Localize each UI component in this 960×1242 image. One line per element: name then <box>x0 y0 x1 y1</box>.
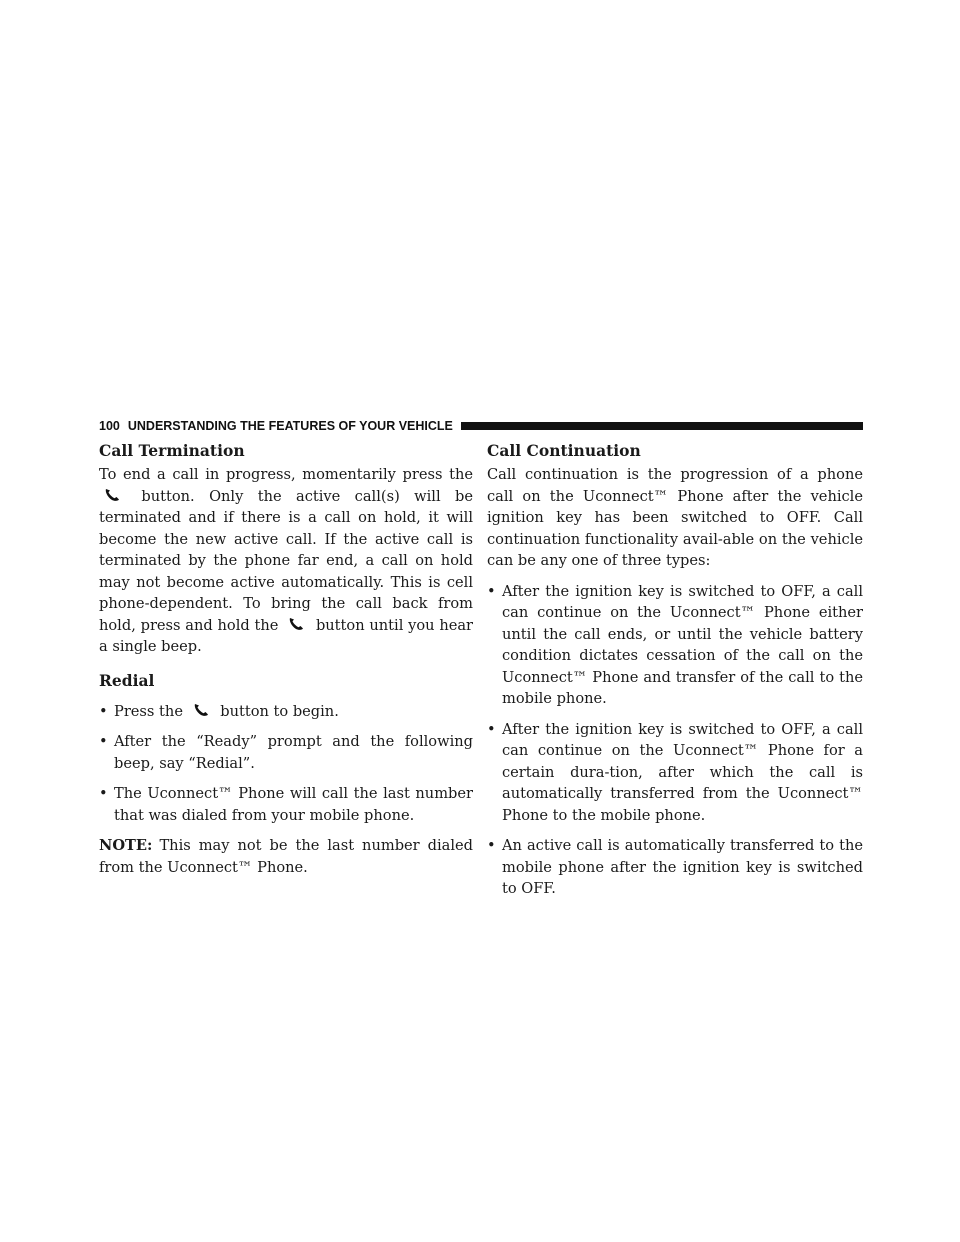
redial-item-2: After the “Ready” prompt and the following beep, say “Redial”. <box>114 733 473 772</box>
phone-icon <box>192 703 212 717</box>
list-item <box>487 719 863 827</box>
chapter-title: UNDERSTANDING THE FEATURES OF YOUR VEHICLE <box>127 419 453 433</box>
redial-item-3: The Uconnect™ Phone will call the last number that was dialed from your mobile phone. <box>114 785 473 824</box>
call-termination-text-3: button until you hear a single beep. <box>99 616 474 655</box>
note-text: This may not be the last number dialed from the Uconnect™ Phone. <box>99 837 473 876</box>
call-termination-text-2: button. Only the active call(s) will be terminated and if there is a call on hold, it will become the new active call. If the active call is terminated by the phone far end, a call on hold may not become active automatically. This is cell phone-dependent. To bring the call back from hold, press and hold the <box>99 487 473 634</box>
call-continuation-heading: Call Continuation <box>487 441 641 460</box>
page-number: 100 <box>99 419 120 433</box>
list-item <box>99 783 473 826</box>
bullet: • <box>99 702 108 720</box>
redial-heading: Redial <box>99 670 155 690</box>
call-termination-text-1: To end a call in progress, momentarily press the <box>99 466 473 483</box>
bullet: • <box>487 720 496 738</box>
continuation-item-1: After the ignition key is switched to OFF, a call can continue on the Uconnect™ Phone either until the call ends, or until the vehicle battery condition dictates cessation of the call on the Uconnect™ Phone and transfer of the call to the mobile phone. <box>502 582 863 707</box>
phone-icon <box>103 488 123 502</box>
note <box>99 835 473 878</box>
continuation-item-2: After the ignition key is switched to OFF, a call can continue on the Uconnect™ Phone for a certain dura-tion, after which the call is automatically transferred from the Uconnect™ Phone to the mobile phone. <box>502 720 863 824</box>
right-column <box>487 440 863 900</box>
call-termination-paragraph <box>99 464 473 658</box>
redial-item-1b: button to begin. <box>220 702 339 720</box>
bullet: • <box>99 785 108 802</box>
page-header <box>99 418 863 434</box>
redial-item-1a: Press the <box>114 702 183 720</box>
note-label: NOTE: <box>99 837 153 854</box>
header-rule <box>461 422 863 430</box>
bullet: • <box>99 733 108 750</box>
call-termination-heading: Call Termination <box>99 441 245 460</box>
list-item <box>487 835 863 900</box>
bullet: • <box>487 837 496 854</box>
phone-icon <box>287 617 307 631</box>
continuation-item-3: An active call is automatically transferred to the mobile phone after the ignition key is switched to OFF. <box>502 837 863 897</box>
bullet: • <box>487 582 496 600</box>
call-continuation-intro: Call continuation is the progression of a phone call on the Uconnect™ Phone after the vehicle ignition key has been switched to OFF. Call continuation functionality avail-able on the vehicle can be any one of three types: <box>487 466 863 569</box>
list-item <box>487 581 863 710</box>
left-column <box>99 440 473 878</box>
list-item <box>99 701 473 723</box>
list-item <box>99 731 473 774</box>
